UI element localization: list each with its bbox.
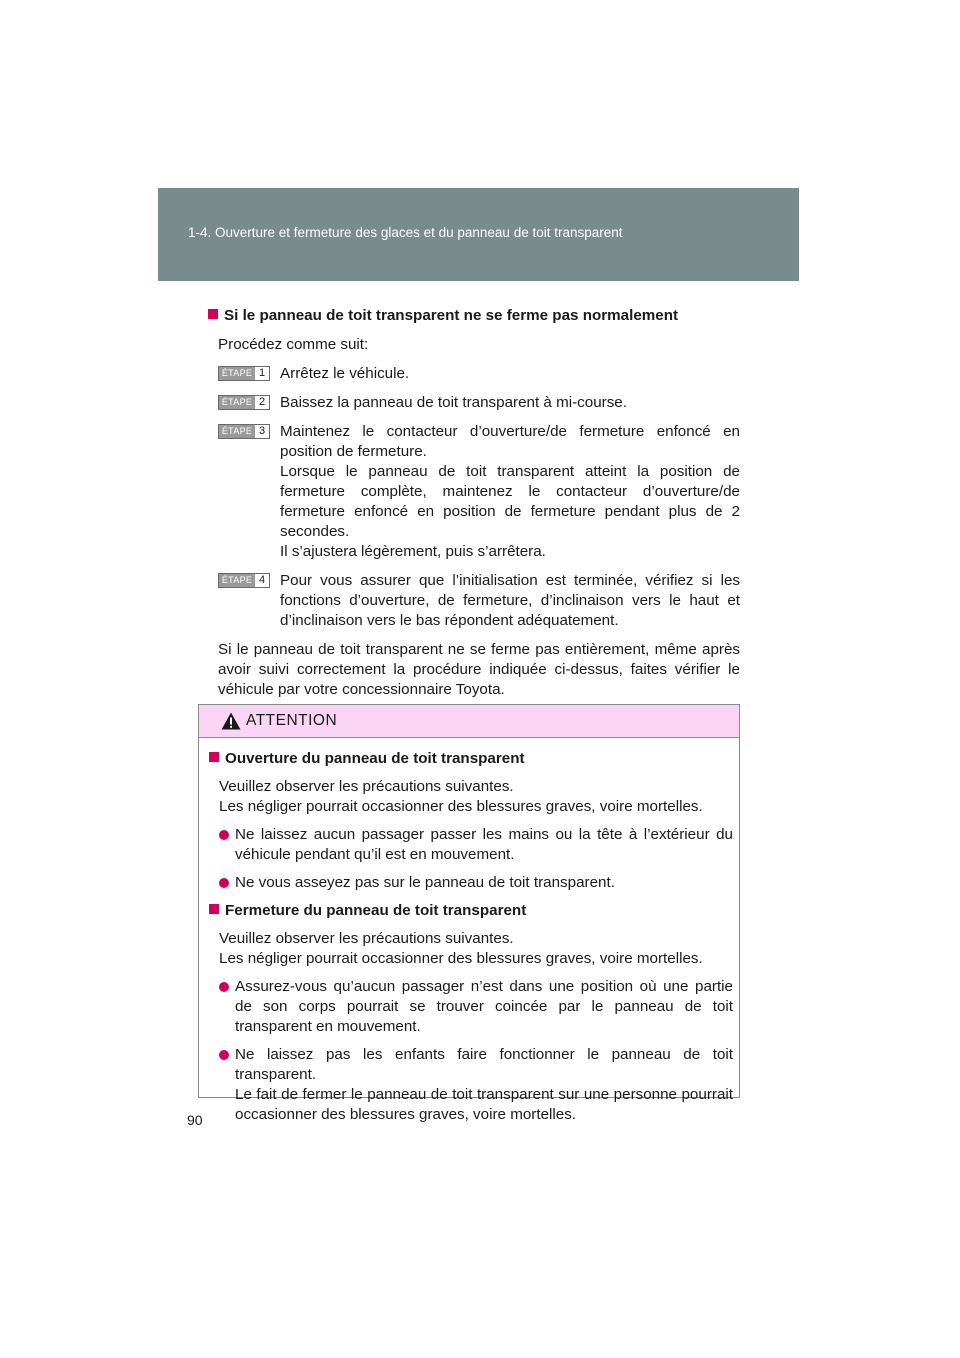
step-text: Maintenez le contacteur d’ouverture/de fermeture enfoncé en position de fermeture. xyxy=(280,423,740,460)
page-number: 90 xyxy=(187,1112,203,1128)
warning-subheading: Fermeture du panneau de toit transparent xyxy=(209,901,733,921)
warning-triangle-icon xyxy=(221,712,241,730)
warning-subheading: Ouverture du panneau de toit transparent xyxy=(209,749,733,769)
warning-header xyxy=(199,705,739,738)
square-bullet-icon xyxy=(208,309,218,319)
step-text: Il s’ajustera légèrement, puis s’arrêtera. xyxy=(280,543,546,560)
chapter-title: 1-4. Ouverture et fermeture des glaces et du panneau de toit transparent xyxy=(188,225,623,240)
section-heading: Si le panneau de toit transparent ne se ferme pas normalement xyxy=(208,306,740,326)
warning-bullet: Ne laissez pas les enfants faire fonctionner le panneau de toit transparent. Le fait de fermer le panneau de toit transparent sur une personne pourrait occasionner des blessures graves, voire mortelles. xyxy=(219,1045,733,1125)
step-text: Arrêtez le véhicule. xyxy=(280,365,410,382)
step-2 xyxy=(208,393,740,413)
warning-bullet: Ne laissez aucun passager passer les mains ou la tête à l’extérieur du véhicule pendant qu’il est en mouvement. xyxy=(219,825,733,865)
step-badge: ÉTAPE 4 xyxy=(218,573,270,588)
square-bullet-icon xyxy=(209,752,219,762)
section-intro: Procédez comme suit: xyxy=(218,336,369,353)
step-text: Baissez la panneau de toit transparent à mi-course. xyxy=(280,394,627,411)
warning-paragraph: Veuillez observer les précautions suivantes. xyxy=(219,778,514,795)
step-badge: ÉTAPE 3 xyxy=(218,424,270,439)
step-text: Pour vous assurer que l’initialisation est terminée, vérifiez si les fonctions d’ouverture, de fermeture, d’inclinaison vers le haut et d’inclinaison vers le bas répondent adéquatement. xyxy=(280,572,740,629)
square-bullet-icon xyxy=(209,904,219,914)
round-bullet-icon xyxy=(219,830,229,840)
warning-box xyxy=(198,704,740,1123)
warning-paragraph: Veuillez observer les précautions suivantes. xyxy=(219,930,514,947)
warning-bullet: Assurez-vous qu’aucun passager n’est dans une position où une partie de son corps pourrait se trouver coincée par le panneau de toit transparent en mouvement. xyxy=(219,977,733,1037)
step-1 xyxy=(208,364,740,384)
troubleshooting-section xyxy=(208,306,740,700)
round-bullet-icon xyxy=(219,878,229,888)
round-bullet-icon xyxy=(219,982,229,992)
step-badge: ÉTAPE 1 xyxy=(218,366,270,381)
step-badge: ÉTAPE 2 xyxy=(218,395,270,410)
step-text: Lorsque le panneau de toit transparent atteint la position de fermeture complète, maintenez le contacteur d’ouverture/de fermeture enfoncé en position de fermeture pendant plus de 2 secondes. xyxy=(280,463,740,540)
warning-bullet: Ne vous asseyez pas sur le panneau de toit transparent. xyxy=(219,873,733,893)
warning-paragraph: Les négliger pourrait occasionner des blessures graves, voire mortelles. xyxy=(219,950,703,967)
warning-title: ATTENTION xyxy=(246,712,338,729)
step-3 xyxy=(208,422,740,562)
round-bullet-icon xyxy=(219,1050,229,1060)
warning-paragraph: Les négliger pourrait occasionner des blessures graves, voire mortelles. xyxy=(219,798,703,815)
chapter-header xyxy=(158,188,799,281)
step-4 xyxy=(208,571,740,631)
section-closing: Si le panneau de toit transparent ne se ferme pas entièrement, même après avoir suivi correctement la procédure indiquée ci-dessus, faites vérifier le véhicule par votre concessionnaire Toyota. xyxy=(218,641,740,698)
